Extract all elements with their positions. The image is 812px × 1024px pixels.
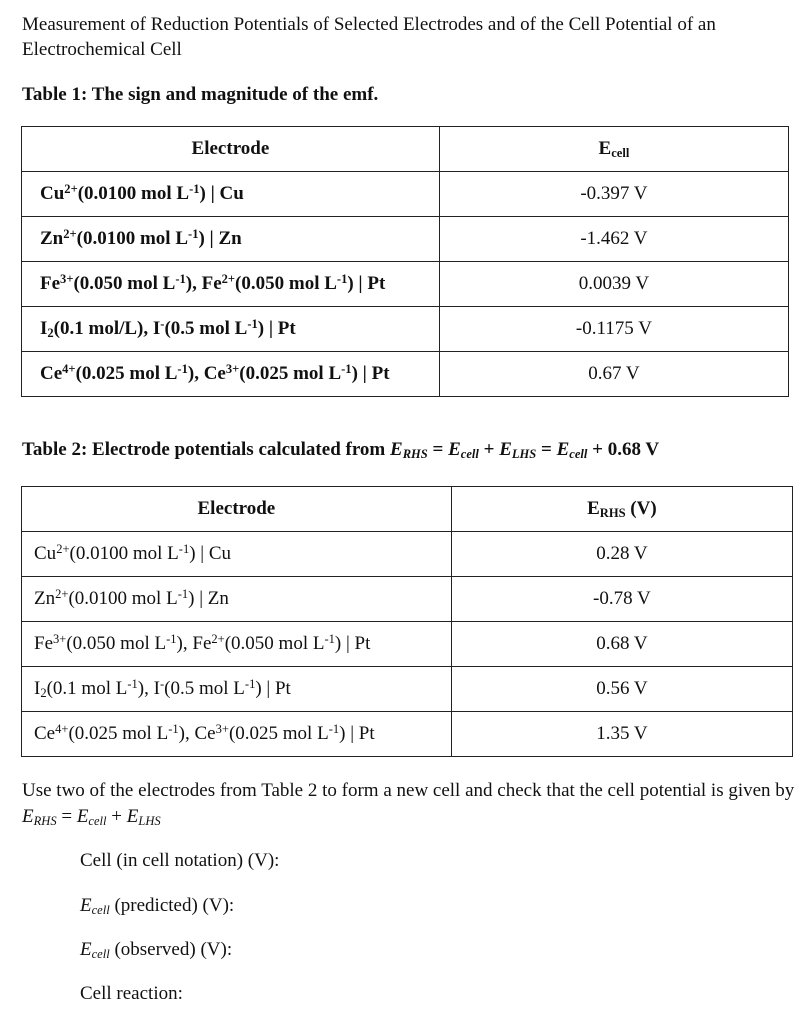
electrode-cell [22, 712, 452, 757]
table-row [22, 172, 789, 217]
cell-reaction-field: Cell reaction: [80, 983, 183, 1004]
instr-rhs-sub: RHS [33, 813, 57, 828]
instr-plus: + [106, 806, 127, 827]
electrode-text-segment: (0.0100 mol L [77, 183, 190, 205]
electrode-text-segment: Zn [34, 588, 56, 610]
electrode-text-segment: -1 [247, 317, 258, 332]
instr-lhs-sub: LHS [138, 813, 161, 828]
potential-value: 0.0039 V [439, 262, 788, 307]
table2-caption [22, 438, 659, 466]
electrode-text-segment: (0.025 mol L [75, 363, 178, 385]
electrode-column-header: Electrode [22, 127, 440, 172]
electrode-text-segment: (0.0100 mol L [76, 228, 189, 250]
table-row [22, 622, 793, 667]
electrode-text-segment: -1 [177, 362, 188, 377]
potential-value: -0.1175 V [439, 307, 788, 352]
electrode-cell [22, 532, 452, 577]
electrode-text-segment: ) | Zn [198, 228, 242, 250]
instr-e-lhs: E [126, 806, 139, 827]
electrode-text-segment: -1 [178, 542, 190, 557]
table-row [22, 307, 789, 352]
table-header-row [22, 127, 789, 172]
electrode-text-segment: -1 [336, 272, 348, 287]
electrode-text-segment: 4+ [55, 722, 69, 737]
electrode-text-segment: 3+ [225, 362, 240, 377]
caption-e-cell-2: E [556, 439, 570, 460]
electrode-cell [22, 352, 440, 397]
table-row [22, 262, 789, 307]
electrode-text-segment: I [34, 678, 41, 700]
electrode-text-segment: Ce [40, 363, 63, 385]
electrode-text-segment: - [159, 677, 165, 692]
instr-cell-sub: cell [88, 813, 107, 828]
electrode-text-segment: ), Ce [187, 363, 226, 385]
potential-value: 0.68 V [451, 622, 792, 667]
electrode-text-segment: 2 [40, 685, 47, 700]
ecell-predicted-field [80, 894, 234, 922]
caption-eq-2: = [536, 439, 557, 460]
electrode-text-segment: 2+ [64, 182, 78, 197]
electrode-text-segment: (0.050 mol L [66, 633, 167, 655]
potential-value: 0.67 V [439, 352, 788, 397]
electrode-text-segment: -1 [328, 722, 340, 737]
electrode-text-segment: (0.050 mol L [73, 273, 176, 295]
electrode-text-segment: (0.025 mol L [228, 723, 329, 745]
electrode-text-segment: ), Fe [176, 633, 212, 655]
electrode-text-segment: ) | Pt [339, 723, 375, 745]
field-cell-sub: cell [91, 902, 110, 917]
erhs-unit: (V) [625, 497, 657, 519]
observed-label: (observed) (V): [109, 939, 233, 960]
electrode-text-segment: ) | Pt [255, 678, 291, 700]
electrode-text-segment: Cu [40, 183, 65, 205]
electrode-text-segment: - [160, 317, 165, 332]
electrode-text-segment: (0.025 mol L [239, 363, 342, 385]
potential-value: 0.28 V [451, 532, 792, 577]
potential-value: -0.397 V [439, 172, 788, 217]
electrode-text-segment: (0.050 mol L [235, 273, 337, 295]
electrode-text-segment: ), Fe [185, 273, 222, 295]
electrode-text-segment: ), Ce [178, 723, 216, 745]
electrode-text-segment: (0.050 mol L [224, 633, 325, 655]
ecell-symbol: E [598, 137, 612, 159]
electrode-text-segment: -1 [341, 362, 352, 377]
electrode-text-segment: Ce [34, 723, 56, 745]
electrode-text-segment: (0.0100 mol L [69, 543, 179, 565]
electrode-text-segment: -1 [244, 677, 256, 692]
table1-caption: Table 1: The sign and magnitude of the emf. [22, 84, 379, 105]
electrode-text-segment: -1 [188, 227, 199, 242]
table-row [22, 577, 793, 622]
table-row [22, 667, 793, 712]
electrode-text-segment: ) | Pt [347, 273, 386, 295]
table-header-row [22, 487, 793, 532]
instruction-body: Use two of the electrodes from Table 2 to form a new cell and check that the cell potential is given by [22, 780, 795, 801]
electrode-text-segment: Zn [40, 228, 64, 250]
potential-value: -0.78 V [451, 577, 792, 622]
ecell-column-header [439, 127, 788, 172]
ecell-subscript: cell [611, 145, 630, 160]
cell-notation-field: Cell (in cell notation) (V): [80, 850, 280, 871]
electrode-text-segment: (0.1 mol/L), I [53, 318, 161, 340]
electrode-text-segment: ) | Cu [199, 183, 244, 205]
caption-e-rhs: E [390, 439, 403, 460]
electrode-text-segment: (0.5 mol L [164, 678, 245, 700]
caption-rhs-sub: RHS [402, 446, 428, 461]
potential-value: 0.56 V [451, 667, 792, 712]
table-row [22, 352, 789, 397]
electrode-text-segment: Fe [40, 273, 61, 295]
caption-e-lhs: E [499, 439, 512, 460]
instruction-text [22, 778, 797, 834]
potential-value: 1.35 V [451, 712, 792, 757]
caption-eq: = [427, 439, 449, 460]
table-row [22, 712, 793, 757]
electrode-text-segment: Fe [34, 633, 53, 655]
instr-eq: = [56, 806, 77, 827]
electrode-text-segment: ) | Pt [351, 363, 390, 385]
caption-lhs-sub: LHS [511, 446, 537, 461]
electrode-text-segment: (0.0100 mol L [68, 588, 178, 610]
electrode-text-segment: 2+ [55, 587, 69, 602]
electrode-potential-table [21, 486, 793, 757]
electrode-text-segment: ) | Cu [189, 543, 232, 565]
electrode-text-segment: -1 [189, 182, 200, 197]
caption-e-cell: E [448, 439, 461, 460]
electrode-text-segment: 2 [47, 325, 54, 340]
electrode-text-segment: 2+ [211, 632, 225, 647]
page-title: Measurement of Reduction Potentials of Selected Electrodes and of the Cell Potential of an Electrochemical Cell [22, 14, 716, 60]
erhs-subscript: RHS [599, 505, 626, 520]
electrode-text-segment: -1 [175, 272, 186, 287]
field-e: E [80, 895, 92, 916]
electrode-text-segment: 3+ [60, 272, 74, 287]
electrode-cell [22, 172, 440, 217]
electrode-text-segment: (0.1 mol L [46, 678, 128, 700]
electrode-text-segment: 3+ [215, 722, 229, 737]
emf-table [21, 126, 789, 397]
instr-e-rhs: E [22, 806, 34, 827]
table-row [22, 217, 789, 262]
electrode-text-segment: 3+ [53, 632, 67, 647]
caption-plus: + [478, 439, 500, 460]
potential-value: -1.462 V [439, 217, 788, 262]
erhs-symbol: E [587, 497, 600, 519]
electrode-cell [22, 262, 440, 307]
caption-cell-sub: cell [460, 446, 479, 461]
caption-prefix: Table 2: Electrode potentials calculated from [22, 439, 391, 460]
electrode-text-segment: 4+ [62, 362, 76, 377]
electrode-text-segment: -1 [324, 632, 335, 647]
erhs-column-header [451, 487, 792, 532]
electrode-text-segment: -1 [127, 677, 138, 692]
ecell-observed-field [80, 938, 232, 966]
electrode-text-segment: I [40, 318, 48, 340]
field-cell-sub: cell [91, 946, 110, 961]
electrode-text-segment: 2+ [56, 542, 70, 557]
electrode-cell [22, 217, 440, 262]
electrode-cell [22, 622, 452, 667]
electrode-text-segment: 2+ [63, 227, 77, 242]
electrode-text-segment: -1 [177, 587, 189, 602]
electrode-text-segment: (0.025 mol L [68, 723, 169, 745]
instr-e-cell: E [76, 806, 89, 827]
table-row [22, 532, 793, 577]
electrode-text-segment: 2+ [221, 272, 236, 287]
electrode-text-segment: ) | Zn [188, 588, 229, 610]
electrode-text-segment: ), I [137, 678, 160, 700]
field-e: E [80, 939, 92, 960]
electrode-text-segment: (0.5 mol L [164, 318, 248, 340]
caption-cell-sub-2: cell [569, 446, 588, 461]
electrode-cell [22, 307, 440, 352]
predicted-label: (predicted) (V): [109, 895, 235, 916]
electrode-cell [22, 667, 452, 712]
electrode-text-segment: -1 [166, 632, 177, 647]
electrode-text-segment: ) | Pt [257, 318, 296, 340]
electrode-text-segment: ) | Pt [334, 633, 371, 655]
caption-suffix: + 0.68 V [587, 439, 660, 460]
electrode-text-segment: Cu [34, 543, 57, 565]
electrode-column-header: Electrode [22, 487, 452, 532]
electrode-text-segment: -1 [168, 722, 179, 737]
electrode-cell [22, 577, 452, 622]
